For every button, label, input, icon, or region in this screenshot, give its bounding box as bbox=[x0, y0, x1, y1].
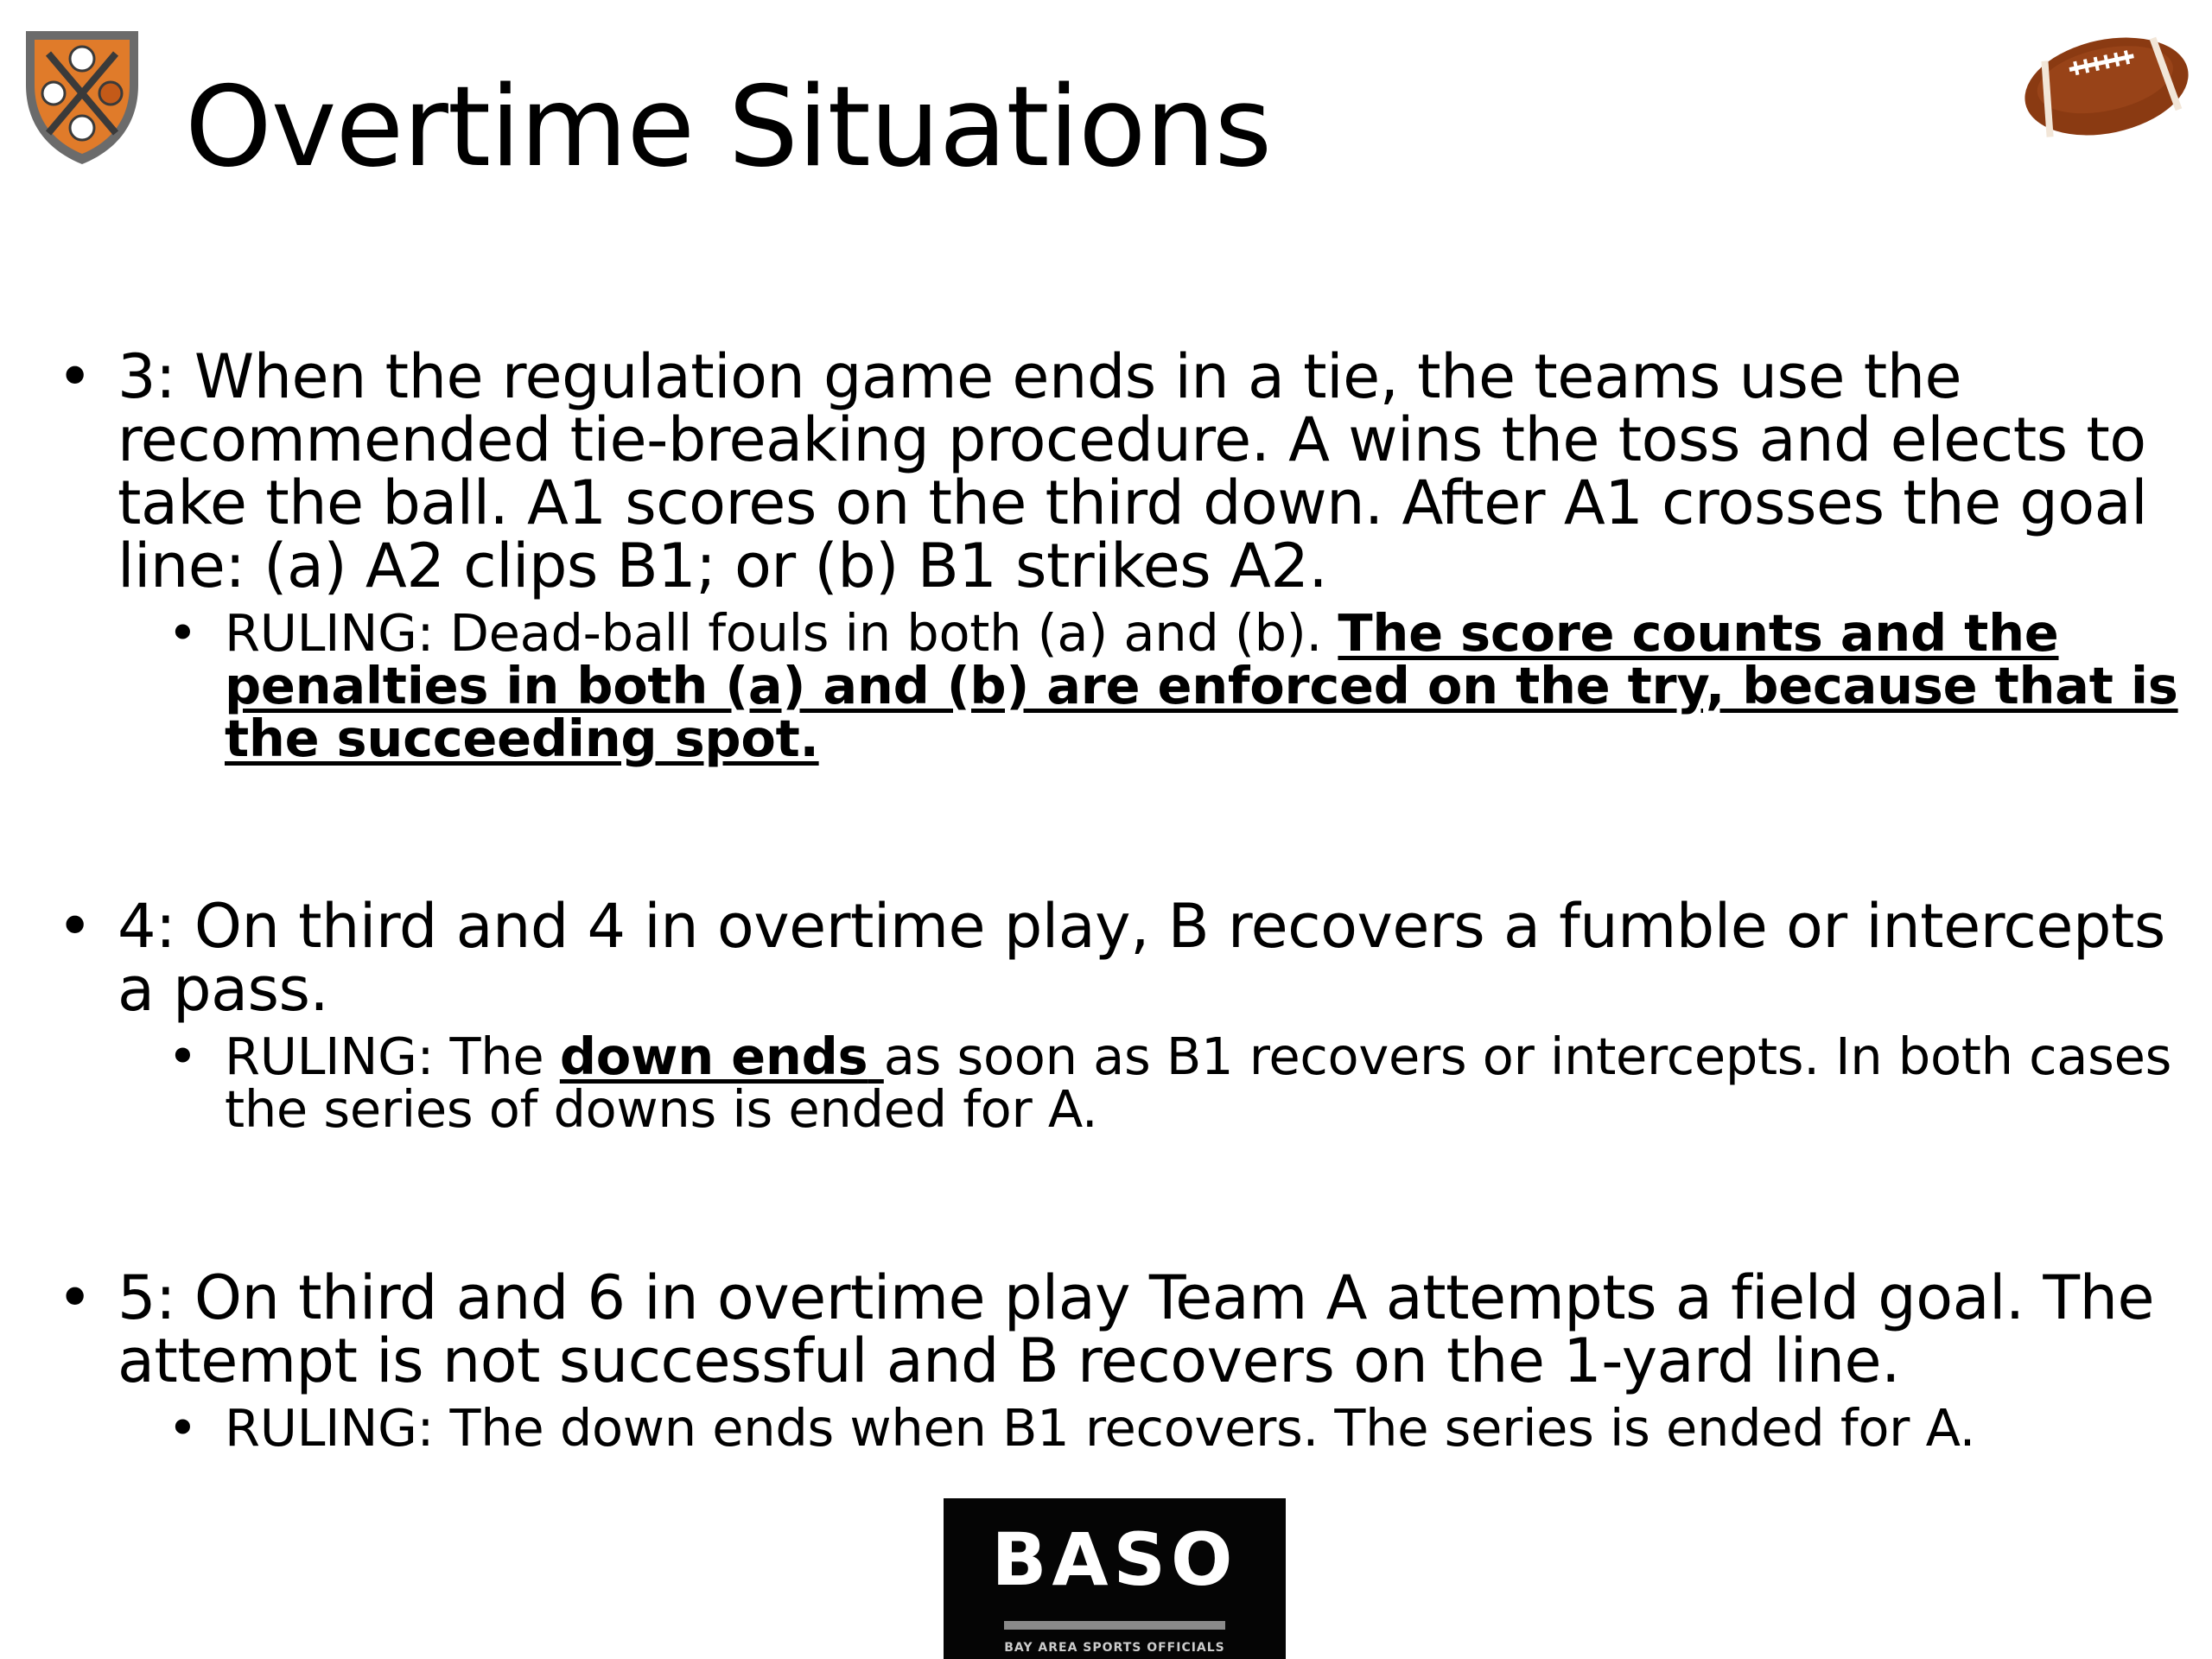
sub-bullet-icon: • bbox=[168, 1398, 198, 1458]
bullet-icon: • bbox=[57, 341, 92, 412]
slide-title: Overtime Situations bbox=[185, 63, 1272, 192]
football-icon bbox=[2020, 29, 2193, 143]
logo-divider bbox=[1004, 1621, 1225, 1630]
logo-subtitle: BAY AREA SPORTS OFFICIALS bbox=[1004, 1641, 1225, 1655]
ruling bbox=[168, 1398, 2191, 1458]
situation-question bbox=[57, 341, 2191, 601]
ruling-text: RULING: Dead-ball fouls in both (a) and (b). bbox=[225, 603, 1338, 663]
ruling-emphasis: The score counts and the penalties in both (a) and (b) are enforced on the try, because that is the succeeding spot. bbox=[225, 603, 2178, 768]
ruling-emphasis: down ends bbox=[559, 1027, 868, 1086]
situation-question bbox=[57, 1262, 2191, 1396]
logo-name: BASO bbox=[991, 1517, 1238, 1602]
ruling-underlined-space bbox=[868, 1027, 883, 1086]
baso-logo bbox=[944, 1498, 1286, 1659]
sub-bullet-icon: • bbox=[168, 603, 198, 663]
situation-item-4 bbox=[57, 891, 2191, 1139]
situation-item-3 bbox=[57, 341, 2191, 768]
sub-bullet-icon: • bbox=[168, 1027, 198, 1086]
situation-item-5 bbox=[57, 1262, 2191, 1458]
sports-crest-icon bbox=[17, 24, 147, 169]
bullet-icon: • bbox=[57, 1262, 92, 1333]
question-text: 4: On third and 4 in overtime play, B recovers a fumble or intercepts a pass. bbox=[118, 891, 2165, 1025]
ruling bbox=[168, 603, 2191, 768]
bullet-icon: • bbox=[57, 891, 92, 962]
ruling bbox=[168, 1027, 2191, 1139]
ruling-text-before: RULING: The bbox=[225, 1027, 560, 1086]
ruling-text-after: as soon as B1 recovers or intercepts. In both cases the series of downs is ended for A. bbox=[225, 1027, 2172, 1139]
situation-question bbox=[57, 891, 2191, 1025]
question-text: 3: When the regulation game ends in a tie, the teams use the recommended tie-breaking procedure. A wins the toss and elects to take the ball. A1 scores on the third down. After A1 crosses the goal line: (a) A2 clips B1; or (b) B1 strikes A2. bbox=[118, 341, 2148, 601]
ruling-text: RULING: The down ends when B1 recovers. The series is ended for A. bbox=[225, 1398, 1976, 1458]
question-text: 5: On third and 6 in overtime play Team A attempts a field goal. The attempt is not successful and B recovers on the 1-yard line. bbox=[118, 1262, 2155, 1396]
